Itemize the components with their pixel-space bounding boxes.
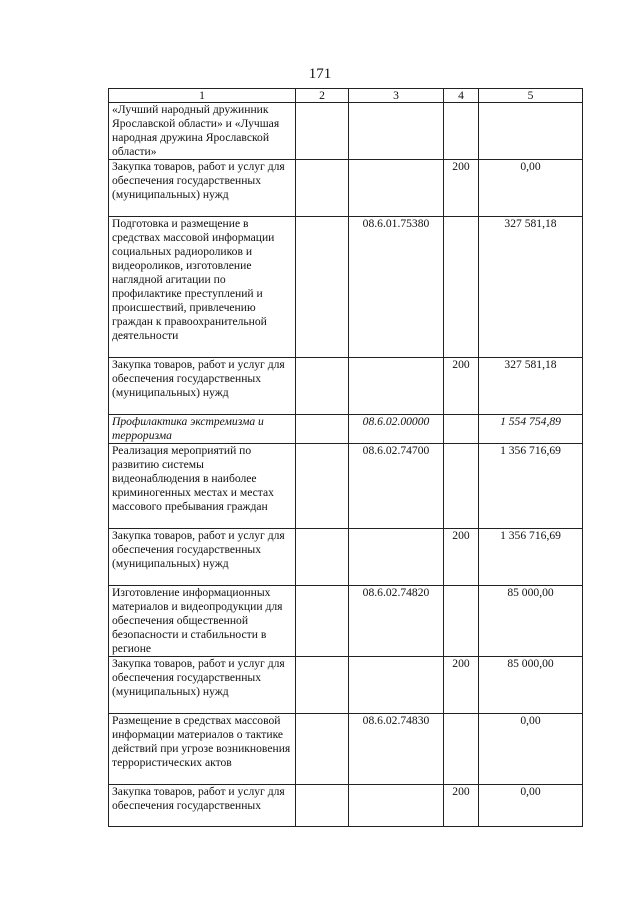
row-program-cell — [296, 714, 349, 785]
header-row — [109, 89, 583, 103]
row-type-cell — [444, 785, 479, 827]
row-code-cell-text: 08.6.02.00000 — [362, 415, 430, 428]
row-type-cell-text: 200 — [452, 529, 470, 542]
row-sum-cell — [479, 160, 583, 217]
row-type-cell — [444, 358, 479, 415]
column-header-5: 5 — [479, 89, 583, 103]
row-name-cell-text: Закупка товаров, работ и услуг для обеспечения государственных — [112, 785, 285, 812]
row-sum-cell-text: 0,00 — [520, 160, 541, 173]
row-code-cell — [349, 785, 444, 827]
row-type-cell — [444, 103, 479, 160]
row-sum-cell — [479, 358, 583, 415]
row-name-cell-text: Закупка товаров, работ и услуг для обеспечения государственных (муниципальных) нужд — [112, 160, 285, 201]
row-name-cell — [109, 103, 296, 160]
row-sum-cell-text: 1 356 716,69 — [500, 444, 561, 457]
row-name-cell-text: Закупка товаров, работ и услуг для обеспечения государственных (муниципальных) нужд — [112, 529, 285, 570]
row-sum-cell — [479, 415, 583, 444]
row-sum-cell-text: 85 000,00 — [507, 586, 554, 599]
column-header-4: 4 — [444, 89, 479, 103]
row-sum-cell-text: 0,00 — [520, 785, 541, 798]
row-program-cell — [296, 358, 349, 415]
row-program-cell — [296, 160, 349, 217]
row-name-cell — [109, 444, 296, 529]
row-sum-cell — [479, 103, 583, 160]
row-sum-cell — [479, 529, 583, 586]
table-body — [109, 103, 583, 827]
table-row — [109, 358, 583, 415]
budget-table — [108, 88, 583, 827]
table-row — [109, 444, 583, 529]
row-type-cell — [444, 415, 479, 444]
row-program-cell — [296, 785, 349, 827]
row-name-cell — [109, 529, 296, 586]
table-row — [109, 657, 583, 714]
table-row — [109, 160, 583, 217]
row-sum-cell — [479, 586, 583, 657]
row-name-cell — [109, 160, 296, 217]
row-sum-cell-text: 327 581,18 — [504, 358, 557, 371]
row-type-cell — [444, 529, 479, 586]
row-sum-cell — [479, 217, 583, 358]
row-name-cell-text: Изготовление информационных материалов и видеопродукции для обеспечения общественной безопасности и стабильности в регионе — [112, 586, 283, 655]
row-code-cell-text: 08.6.01.75380 — [362, 217, 430, 230]
row-type-cell — [444, 160, 479, 217]
row-name-cell-text: Размещение в средствах массовой информации материалов о тактике действий при угрозе возникновения террористических актов — [112, 714, 291, 769]
row-program-cell — [296, 529, 349, 586]
row-name-cell-text: Профилактика экстремизма и терроризма — [112, 415, 264, 442]
row-sum-cell-text: 1 356 716,69 — [500, 529, 561, 542]
row-code-cell — [349, 358, 444, 415]
row-name-cell — [109, 358, 296, 415]
page-number: 171 — [308, 66, 332, 82]
row-name-cell — [109, 714, 296, 785]
row-name-cell-text: Закупка товаров, работ и услуг для обеспечения государственных (муниципальных) нужд — [112, 358, 285, 399]
row-type-cell-text: 200 — [452, 160, 470, 173]
row-sum-cell-text: 85 000,00 — [507, 657, 554, 670]
row-name-cell — [109, 785, 296, 827]
row-name-cell — [109, 217, 296, 358]
row-code-cell — [349, 415, 444, 444]
row-code-cell-text: 08.6.02.74820 — [362, 586, 430, 599]
row-type-cell-text: 200 — [452, 358, 470, 371]
row-code-cell — [349, 586, 444, 657]
row-code-cell-text: 08.6.02.74700 — [362, 444, 430, 457]
table-row — [109, 586, 583, 657]
row-sum-cell-text: 1 554 754,89 — [500, 415, 561, 428]
row-program-cell — [296, 444, 349, 529]
row-sum-cell — [479, 657, 583, 714]
row-code-cell — [349, 714, 444, 785]
column-header-2: 2 — [296, 89, 349, 103]
row-sum-cell-text: 327 581,18 — [504, 217, 557, 230]
table-row — [109, 415, 583, 444]
table-row — [109, 714, 583, 785]
row-program-cell — [296, 586, 349, 657]
row-sum-cell — [479, 444, 583, 529]
table-row — [109, 529, 583, 586]
row-name-cell-text: Закупка товаров, работ и услуг для обеспечения государственных (муниципальных) нужд — [112, 657, 285, 698]
column-header-1: 1 — [109, 89, 296, 103]
row-program-cell — [296, 217, 349, 358]
row-program-cell — [296, 657, 349, 714]
row-code-cell — [349, 529, 444, 586]
row-type-cell-text: 200 — [452, 785, 470, 798]
row-type-cell — [444, 217, 479, 358]
row-code-cell — [349, 103, 444, 160]
table-row — [109, 217, 583, 358]
row-sum-cell — [479, 714, 583, 785]
row-type-cell — [444, 586, 479, 657]
row-name-cell-text: Подготовка и размещение в средствах массовой информации социальных радиороликов и видеороликов, изготовление наглядной агитации по профилактике преступлений и происшествий, привлечению граждан к правоохранительной деятельности — [112, 217, 275, 342]
row-sum-cell-text: 0,00 — [520, 714, 541, 727]
row-sum-cell — [479, 785, 583, 827]
row-type-cell — [444, 657, 479, 714]
row-name-cell — [109, 657, 296, 714]
row-name-cell-text: «Лучший народный дружинник Ярославской области» и «Лучшая народная дружина Ярославской области» — [112, 103, 280, 158]
row-code-cell — [349, 160, 444, 217]
row-type-cell — [444, 714, 479, 785]
row-type-cell — [444, 444, 479, 529]
row-type-cell-text: 200 — [452, 657, 470, 670]
row-name-cell-text: Реализация мероприятий по развитию системы видеонаблюдения в наиболее криминогенных местах и местах массового пребывания граждан — [112, 444, 274, 513]
row-code-cell — [349, 444, 444, 529]
row-name-cell — [109, 586, 296, 657]
row-code-cell — [349, 217, 444, 358]
table-row — [109, 103, 583, 160]
row-code-cell — [349, 657, 444, 714]
table-row — [109, 785, 583, 827]
column-header-3: 3 — [349, 89, 444, 103]
row-program-cell — [296, 103, 349, 160]
row-name-cell — [109, 415, 296, 444]
row-code-cell-text: 08.6.02.74830 — [362, 714, 430, 727]
row-program-cell — [296, 415, 349, 444]
